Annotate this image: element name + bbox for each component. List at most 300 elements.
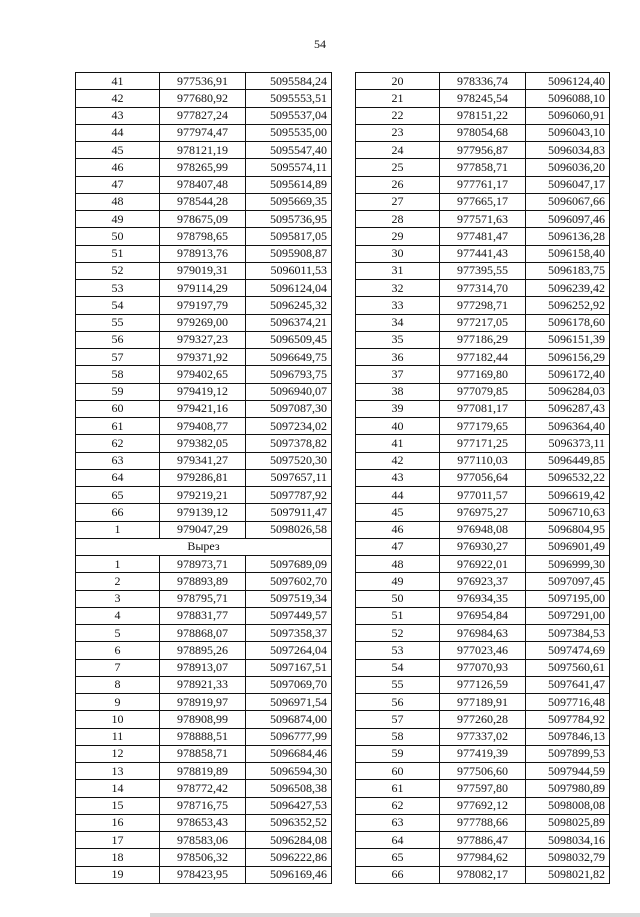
y-coordinate-cell: 5096178,60: [526, 314, 610, 331]
x-coordinate-cell: 977079,85: [440, 383, 526, 400]
y-coordinate-cell: 5096509,45: [246, 331, 332, 348]
y-coordinate-cell: 5095553,51: [246, 90, 332, 107]
table-row: [356, 487, 610, 504]
point-number-cell: 52: [356, 625, 440, 642]
y-coordinate-cell: 5097234,02: [246, 418, 332, 435]
x-coordinate-cell: 977571,63: [440, 211, 526, 228]
y-coordinate-cell: 5097519,34: [246, 590, 332, 607]
point-number-cell: 42: [356, 452, 440, 469]
x-coordinate-cell: 977956,87: [440, 142, 526, 159]
table-row: [356, 832, 610, 849]
point-number-cell: 11: [76, 728, 160, 745]
y-coordinate-cell: 5095574,11: [246, 159, 332, 176]
table-row: [76, 642, 332, 659]
x-coordinate-cell: 979421,16: [160, 400, 246, 417]
x-coordinate-cell: 977481,47: [440, 228, 526, 245]
y-coordinate-cell: 5096097,46: [526, 211, 610, 228]
point-number-cell: 14: [76, 780, 160, 797]
x-coordinate-cell: 978675,09: [160, 211, 246, 228]
point-number-cell: 48: [76, 193, 160, 210]
x-coordinate-cell: 979219,21: [160, 487, 246, 504]
x-coordinate-cell: 977974,47: [160, 124, 246, 141]
x-coordinate-cell: 979371,92: [160, 349, 246, 366]
x-coordinate-cell: 978893,89: [160, 573, 246, 590]
point-number-cell: 63: [356, 814, 440, 831]
table-row: [76, 124, 332, 141]
table-row: [356, 176, 610, 193]
table-row: [356, 262, 610, 279]
table-row: [356, 400, 610, 417]
x-coordinate-cell: 979419,12: [160, 383, 246, 400]
x-coordinate-cell: 977665,17: [440, 193, 526, 210]
y-coordinate-cell: 5096036,20: [526, 159, 610, 176]
x-coordinate-cell: 977597,80: [440, 780, 526, 797]
point-number-cell: 16: [76, 814, 160, 831]
point-number-cell: 34: [356, 314, 440, 331]
point-number-cell: 7: [76, 659, 160, 676]
point-number-cell: 30: [356, 245, 440, 262]
y-coordinate-cell: 5096043,10: [526, 124, 610, 141]
point-number-cell: 42: [76, 90, 160, 107]
table-row: [356, 349, 610, 366]
y-coordinate-cell: 5096011,53: [246, 262, 332, 279]
table-row: [356, 504, 610, 521]
point-number-cell: 29: [356, 228, 440, 245]
point-number-cell: 59: [356, 745, 440, 762]
y-coordinate-cell: 5096136,28: [526, 228, 610, 245]
point-number-cell: 41: [76, 73, 160, 90]
point-number-cell: 31: [356, 262, 440, 279]
y-coordinate-cell: 5095547,40: [246, 142, 332, 159]
table-row: [76, 832, 332, 849]
x-coordinate-cell: 977419,39: [440, 745, 526, 762]
table-row: [76, 452, 332, 469]
point-number-cell: 22: [356, 107, 440, 124]
y-coordinate-cell: 5097384,53: [526, 625, 610, 642]
point-number-cell: 61: [76, 418, 160, 435]
point-number-cell: 58: [76, 366, 160, 383]
y-coordinate-cell: 5096710,63: [526, 504, 610, 521]
y-coordinate-cell: 5096649,75: [246, 349, 332, 366]
point-number-cell: 21: [356, 90, 440, 107]
point-number-cell: 1: [76, 521, 160, 538]
point-number-cell: 58: [356, 728, 440, 745]
table-row: [76, 193, 332, 210]
point-number-cell: 17: [76, 832, 160, 849]
y-coordinate-cell: 5098026,58: [246, 521, 332, 538]
y-coordinate-cell: 5097899,53: [526, 745, 610, 762]
x-coordinate-cell: 978973,71: [160, 556, 246, 573]
table-row: [356, 435, 610, 452]
point-number-cell: 19: [76, 866, 160, 883]
y-coordinate-cell: 5096239,42: [526, 280, 610, 297]
table-row: [76, 107, 332, 124]
y-coordinate-cell: 5096183,75: [526, 262, 610, 279]
x-coordinate-cell: 978913,07: [160, 659, 246, 676]
y-coordinate-cell: 5097520,30: [246, 452, 332, 469]
point-number-cell: 3: [76, 590, 160, 607]
table-row: [356, 538, 610, 555]
point-number-cell: 13: [76, 763, 160, 780]
point-number-cell: 37: [356, 366, 440, 383]
x-coordinate-cell: 978265,99: [160, 159, 246, 176]
table-row: [356, 745, 610, 762]
point-number-cell: 53: [76, 280, 160, 297]
y-coordinate-cell: 5097641,47: [526, 676, 610, 693]
point-number-cell: 24: [356, 142, 440, 159]
y-coordinate-cell: 5097657,11: [246, 469, 332, 486]
x-coordinate-cell: 979382,05: [160, 435, 246, 452]
point-number-cell: 52: [76, 262, 160, 279]
point-number-cell: 65: [356, 849, 440, 866]
table-row: [76, 521, 332, 538]
table-row: [76, 418, 332, 435]
x-coordinate-cell: 978583,06: [160, 832, 246, 849]
coordinates-table-right: [355, 72, 610, 884]
table-row: [76, 435, 332, 452]
table-row: [76, 90, 332, 107]
table-row: [76, 469, 332, 486]
y-coordinate-cell: 5097167,51: [246, 659, 332, 676]
page-number: 54: [314, 37, 326, 51]
table-row: [356, 452, 610, 469]
point-number-cell: 40: [356, 418, 440, 435]
point-number-cell: 28: [356, 211, 440, 228]
x-coordinate-cell: 979019,31: [160, 262, 246, 279]
point-number-cell: 43: [76, 107, 160, 124]
x-coordinate-cell: 977189,91: [440, 694, 526, 711]
point-number-cell: 33: [356, 297, 440, 314]
y-coordinate-cell: 5096940,07: [246, 383, 332, 400]
point-number-cell: 6: [76, 642, 160, 659]
point-number-cell: 64: [76, 469, 160, 486]
y-coordinate-cell: 5096284,03: [526, 383, 610, 400]
y-coordinate-cell: 5096067,66: [526, 193, 610, 210]
point-number-cell: 26: [356, 176, 440, 193]
y-coordinate-cell: 5096158,40: [526, 245, 610, 262]
y-coordinate-cell: 5096532,22: [526, 469, 610, 486]
x-coordinate-cell: 977260,28: [440, 711, 526, 728]
y-coordinate-cell: 5096169,46: [246, 866, 332, 883]
table-row: [356, 676, 610, 693]
x-coordinate-cell: 978716,75: [160, 797, 246, 814]
y-coordinate-cell: 5096151,39: [526, 331, 610, 348]
x-coordinate-cell: 978888,51: [160, 728, 246, 745]
x-coordinate-cell: 978921,33: [160, 676, 246, 693]
y-coordinate-cell: 5097097,45: [526, 573, 610, 590]
table-row: [76, 245, 332, 262]
y-coordinate-cell: 5096284,08: [246, 832, 332, 849]
point-number-cell: 51: [76, 245, 160, 262]
table-row: [76, 573, 332, 590]
table-row: [356, 73, 610, 90]
scan-edge-stripe: [150, 913, 640, 917]
table-row: [76, 142, 332, 159]
point-number-cell: 64: [356, 832, 440, 849]
x-coordinate-cell: 977081,17: [440, 400, 526, 417]
y-coordinate-cell: 5095817,05: [246, 228, 332, 245]
x-coordinate-cell: 976948,08: [440, 521, 526, 538]
y-coordinate-cell: 5096352,52: [246, 814, 332, 831]
x-coordinate-cell: 978913,76: [160, 245, 246, 262]
y-coordinate-cell: 5096793,75: [246, 366, 332, 383]
point-number-cell: 66: [76, 504, 160, 521]
point-number-cell: 61: [356, 780, 440, 797]
y-coordinate-cell: 5095736,95: [246, 211, 332, 228]
table-row: [356, 849, 610, 866]
x-coordinate-cell: 976934,35: [440, 590, 526, 607]
y-coordinate-cell: 5095535,00: [246, 124, 332, 141]
x-coordinate-cell: 976923,37: [440, 573, 526, 590]
table-row: [356, 763, 610, 780]
y-coordinate-cell: 5098032,79: [526, 849, 610, 866]
y-coordinate-cell: 5097087,30: [246, 400, 332, 417]
table-row: [76, 366, 332, 383]
y-coordinate-cell: 5098025,89: [526, 814, 610, 831]
table-row: [356, 314, 610, 331]
x-coordinate-cell: 978908,99: [160, 711, 246, 728]
table-row: [76, 228, 332, 245]
table-row: [356, 694, 610, 711]
table-row: [356, 142, 610, 159]
point-number-cell: 63: [76, 452, 160, 469]
table-row: [76, 297, 332, 314]
y-coordinate-cell: 5096971,54: [246, 694, 332, 711]
y-coordinate-cell: 5097944,59: [526, 763, 610, 780]
x-coordinate-cell: 977179,65: [440, 418, 526, 435]
point-number-cell: 15: [76, 797, 160, 814]
point-number-cell: 18: [76, 849, 160, 866]
x-coordinate-cell: 977070,93: [440, 659, 526, 676]
y-coordinate-cell: 5097911,47: [246, 504, 332, 521]
point-number-cell: 54: [356, 659, 440, 676]
y-coordinate-cell: 5096508,38: [246, 780, 332, 797]
point-number-cell: 66: [356, 866, 440, 883]
table-row: [76, 262, 332, 279]
y-coordinate-cell: 5097784,92: [526, 711, 610, 728]
point-number-cell: 5: [76, 625, 160, 642]
x-coordinate-cell: 977023,46: [440, 642, 526, 659]
x-coordinate-cell: 978868,07: [160, 625, 246, 642]
y-coordinate-cell: 5096156,29: [526, 349, 610, 366]
y-coordinate-cell: 5097358,37: [246, 625, 332, 642]
x-coordinate-cell: 979197,79: [160, 297, 246, 314]
y-coordinate-cell: 5097291,00: [526, 607, 610, 624]
y-coordinate-cell: 5097560,61: [526, 659, 610, 676]
x-coordinate-cell: 979408,77: [160, 418, 246, 435]
x-coordinate-cell: 977886,47: [440, 832, 526, 849]
table-row: [356, 193, 610, 210]
y-coordinate-cell: 5095614,89: [246, 176, 332, 193]
y-coordinate-cell: 5096124,04: [246, 280, 332, 297]
point-number-cell: 48: [356, 556, 440, 573]
y-coordinate-cell: 5096804,95: [526, 521, 610, 538]
point-number-cell: 45: [76, 142, 160, 159]
x-coordinate-cell: 978895,26: [160, 642, 246, 659]
table-row: [76, 780, 332, 797]
table-row: [76, 176, 332, 193]
section-row: [76, 538, 332, 555]
x-coordinate-cell: 979402,65: [160, 366, 246, 383]
x-coordinate-cell: 977110,03: [440, 452, 526, 469]
point-number-cell: 57: [76, 349, 160, 366]
y-coordinate-cell: 5097689,09: [246, 556, 332, 573]
table-row: [76, 400, 332, 417]
point-number-cell: 44: [356, 487, 440, 504]
point-number-cell: 39: [356, 400, 440, 417]
point-number-cell: 32: [356, 280, 440, 297]
x-coordinate-cell: 978858,71: [160, 745, 246, 762]
x-coordinate-cell: 978082,17: [440, 866, 526, 883]
x-coordinate-cell: 978795,71: [160, 590, 246, 607]
table-row: [76, 763, 332, 780]
point-number-cell: 55: [76, 314, 160, 331]
point-number-cell: 56: [76, 331, 160, 348]
x-coordinate-cell: 979286,81: [160, 469, 246, 486]
point-number-cell: 49: [356, 573, 440, 590]
x-coordinate-cell: 978336,74: [440, 73, 526, 90]
x-coordinate-cell: 977314,70: [440, 280, 526, 297]
table-row: [356, 642, 610, 659]
x-coordinate-cell: 978772,42: [160, 780, 246, 797]
table-row: [356, 780, 610, 797]
x-coordinate-cell: 978544,28: [160, 193, 246, 210]
x-coordinate-cell: 976984,63: [440, 625, 526, 642]
point-number-cell: 60: [356, 763, 440, 780]
table-row: [76, 728, 332, 745]
x-coordinate-cell: 979047,29: [160, 521, 246, 538]
y-coordinate-cell: 5097474,69: [526, 642, 610, 659]
x-coordinate-cell: 977298,71: [440, 297, 526, 314]
point-number-cell: 1: [76, 556, 160, 573]
table-row: [356, 625, 610, 642]
point-number-cell: 50: [356, 590, 440, 607]
y-coordinate-cell: 5097602,70: [246, 573, 332, 590]
x-coordinate-cell: 977788,66: [440, 814, 526, 831]
x-coordinate-cell: 976930,27: [440, 538, 526, 555]
x-coordinate-cell: 977171,25: [440, 435, 526, 452]
y-coordinate-cell: 5096034,83: [526, 142, 610, 159]
y-coordinate-cell: 5097069,70: [246, 676, 332, 693]
y-coordinate-cell: 5096047,17: [526, 176, 610, 193]
y-coordinate-cell: 5097787,92: [246, 487, 332, 504]
x-coordinate-cell: 978151,22: [440, 107, 526, 124]
x-coordinate-cell: 978506,32: [160, 849, 246, 866]
table-row: [356, 124, 610, 141]
point-number-cell: 62: [356, 797, 440, 814]
table-row: [76, 866, 332, 883]
y-coordinate-cell: 5096449,85: [526, 452, 610, 469]
table-row: [356, 711, 610, 728]
y-coordinate-cell: 5097846,13: [526, 728, 610, 745]
table-row: [356, 245, 610, 262]
x-coordinate-cell: 979114,29: [160, 280, 246, 297]
x-coordinate-cell: 977169,80: [440, 366, 526, 383]
table-row: [356, 228, 610, 245]
point-number-cell: 49: [76, 211, 160, 228]
x-coordinate-cell: 977182,44: [440, 349, 526, 366]
x-coordinate-cell: 978407,48: [160, 176, 246, 193]
point-number-cell: 51: [356, 607, 440, 624]
table-row: [356, 573, 610, 590]
point-number-cell: 62: [76, 435, 160, 452]
y-coordinate-cell: 5097980,89: [526, 780, 610, 797]
point-number-cell: 38: [356, 383, 440, 400]
x-coordinate-cell: 976922,01: [440, 556, 526, 573]
table-row: [356, 366, 610, 383]
point-number-cell: 4: [76, 607, 160, 624]
point-number-cell: 47: [356, 538, 440, 555]
table-row: [76, 607, 332, 624]
table-row: [76, 159, 332, 176]
y-coordinate-cell: 5095908,87: [246, 245, 332, 262]
table-row: [356, 107, 610, 124]
y-coordinate-cell: 5096088,10: [526, 90, 610, 107]
y-coordinate-cell: 5096427,53: [246, 797, 332, 814]
table-row: [356, 728, 610, 745]
table-row: [356, 331, 610, 348]
table-row: [356, 280, 610, 297]
point-number-cell: 56: [356, 694, 440, 711]
table-row: [356, 383, 610, 400]
point-number-cell: 46: [76, 159, 160, 176]
x-coordinate-cell: 977056,64: [440, 469, 526, 486]
x-coordinate-cell: 976954,84: [440, 607, 526, 624]
x-coordinate-cell: 978819,89: [160, 763, 246, 780]
y-coordinate-cell: 5096287,43: [526, 400, 610, 417]
x-coordinate-cell: 977011,57: [440, 487, 526, 504]
table-row: [356, 814, 610, 831]
y-coordinate-cell: 5097195,00: [526, 590, 610, 607]
y-coordinate-cell: 5096172,40: [526, 366, 610, 383]
table-row: [76, 625, 332, 642]
point-number-cell: 50: [76, 228, 160, 245]
table-row: [76, 797, 332, 814]
y-coordinate-cell: 5097264,04: [246, 642, 332, 659]
table-row: [356, 211, 610, 228]
point-number-cell: 59: [76, 383, 160, 400]
table-row: [356, 607, 610, 624]
point-number-cell: 35: [356, 331, 440, 348]
x-coordinate-cell: 976975,27: [440, 504, 526, 521]
point-number-cell: 10: [76, 711, 160, 728]
point-number-cell: 43: [356, 469, 440, 486]
x-coordinate-cell: 978919,97: [160, 694, 246, 711]
table-row: [76, 745, 332, 762]
point-number-cell: 36: [356, 349, 440, 366]
point-number-cell: 65: [76, 487, 160, 504]
x-coordinate-cell: 978423,95: [160, 866, 246, 883]
table-row: [76, 349, 332, 366]
table-row: [76, 314, 332, 331]
table-row: [76, 280, 332, 297]
table-row: [76, 504, 332, 521]
y-coordinate-cell: 5097449,57: [246, 607, 332, 624]
y-coordinate-cell: 5095537,04: [246, 107, 332, 124]
point-number-cell: 46: [356, 521, 440, 538]
y-coordinate-cell: 5096777,99: [246, 728, 332, 745]
y-coordinate-cell: 5096374,21: [246, 314, 332, 331]
point-number-cell: 55: [356, 676, 440, 693]
table-row: [356, 659, 610, 676]
y-coordinate-cell: 5096060,91: [526, 107, 610, 124]
x-coordinate-cell: 977984,62: [440, 849, 526, 866]
point-number-cell: 53: [356, 642, 440, 659]
point-number-cell: 44: [76, 124, 160, 141]
table-row: [76, 211, 332, 228]
table-row: [76, 487, 332, 504]
point-number-cell: 54: [76, 297, 160, 314]
